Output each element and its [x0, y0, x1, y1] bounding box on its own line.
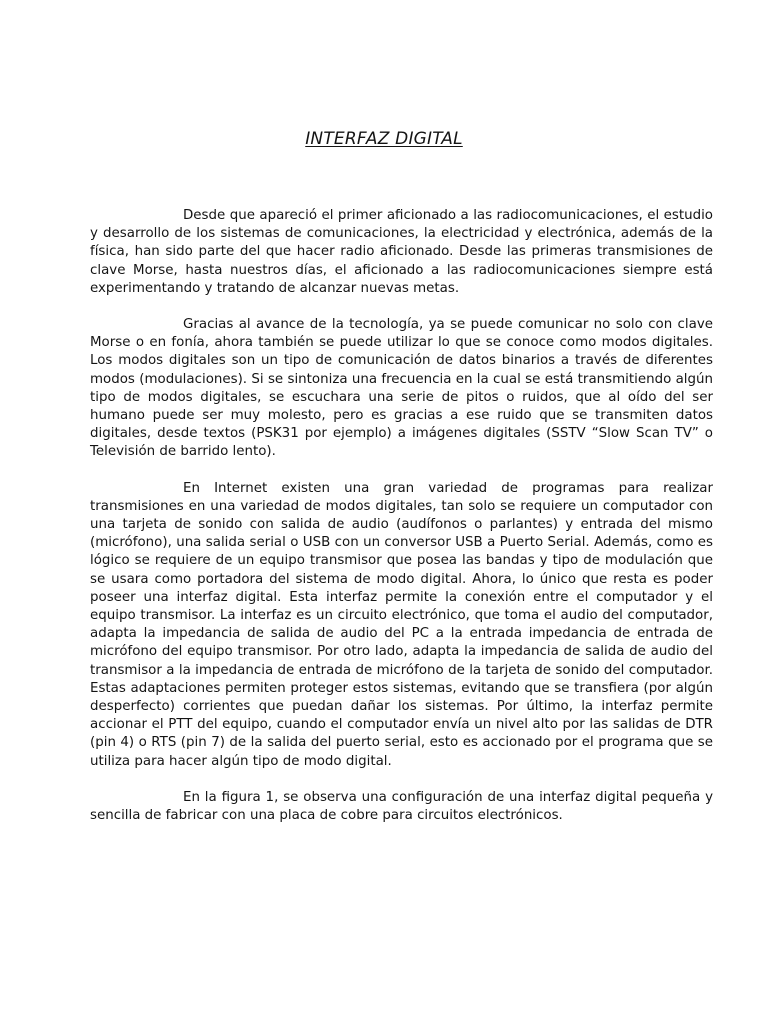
document-body: [90, 207, 713, 843]
document-title: INTERFAZ DIGITAL: [305, 129, 463, 149]
paragraph-1: Desde que apareció el primer aficionado a las radiocomunicaciones, el estudio y desarrollo de los sistemas de comunicaciones, la electricidad y electrónica, además de la física, han sido parte del que hacer radio aficionado. Desde las primeras transmisiones de clave Morse, hasta nuestros días, el aficionado a las radiocomunicaciones siempre está experimentando y tratando de alcanzar nuevas metas.: [90, 208, 713, 296]
paragraph-3: En Internet existen una gran variedad de programas para realizar transmisiones en una variedad de modos digitales, tan solo se requiere un computador con una tarjeta de sonido con salida de audio (audífonos o parlantes) y entrada del mismo (micrófono), una salida serial o USB con un conversor USB a Puerto Serial. Además, como es lógico se requiere de un equipo transmisor que posea las bandas y tipo de modulación que se usara como portadora del sistema de modo digital. Ahora, lo único que resta es poder poseer una interfaz digital. Esta interfaz permite la conexión entre el computador y el equipo transmisor. La interfaz es un circuito electrónico, que toma el audio del computador, adapta la impedancia de salida de audio del PC a la entrada impedancia de entrada de micrófono del equipo transmisor. Por otro lado, adapta la impedancia de salida de audio del transmisor a la impedancia de entrada de micrófono de la tarjeta de sonido del computador. Estas adaptaciones permiten proteger estos sistemas, evitando que se transfiera (por algún desperfecto) corrientes que puedan dañar los sistemas. Por último, la interfaz permite accionar el PTT del equipo, cuando el computador envía un nivel alto por las salidas de DTR (pin 4) o RTS (pin 7) de la salida del puerto serial, esto es accionado por el programa que se utiliza para hacer algún tipo de modo digital.: [90, 480, 713, 769]
paragraph-2: Gracias al avance de la tecnología, ya se puede comunicar no solo con clave Morse o en fonía, ahora también se puede utilizar lo que se conoce como modos digitales. Los modos digitales son un tipo de comunicación de datos binarios a través de diferentes modos (modulaciones). Si se sintoniza una frecuencia en la cual se está transmitiendo algún tipo de modos digitales, se escuchara una serie de pitos o ruidos, que al oído del ser humano puede ser muy molesto, pero es gracias a ese ruido que se transmiten datos digitales, desde textos (PSK31 por ejemplo) a imágenes digitales (SSTV “Slow Scan TV” o Televisión de barrido lento).: [90, 317, 713, 460]
paragraph-4: En la figura 1, se observa una configuración de una interfaz digital pequeña y sencilla de fabricar con una placa de cobre para circuitos electrónicos.: [90, 789, 713, 824]
